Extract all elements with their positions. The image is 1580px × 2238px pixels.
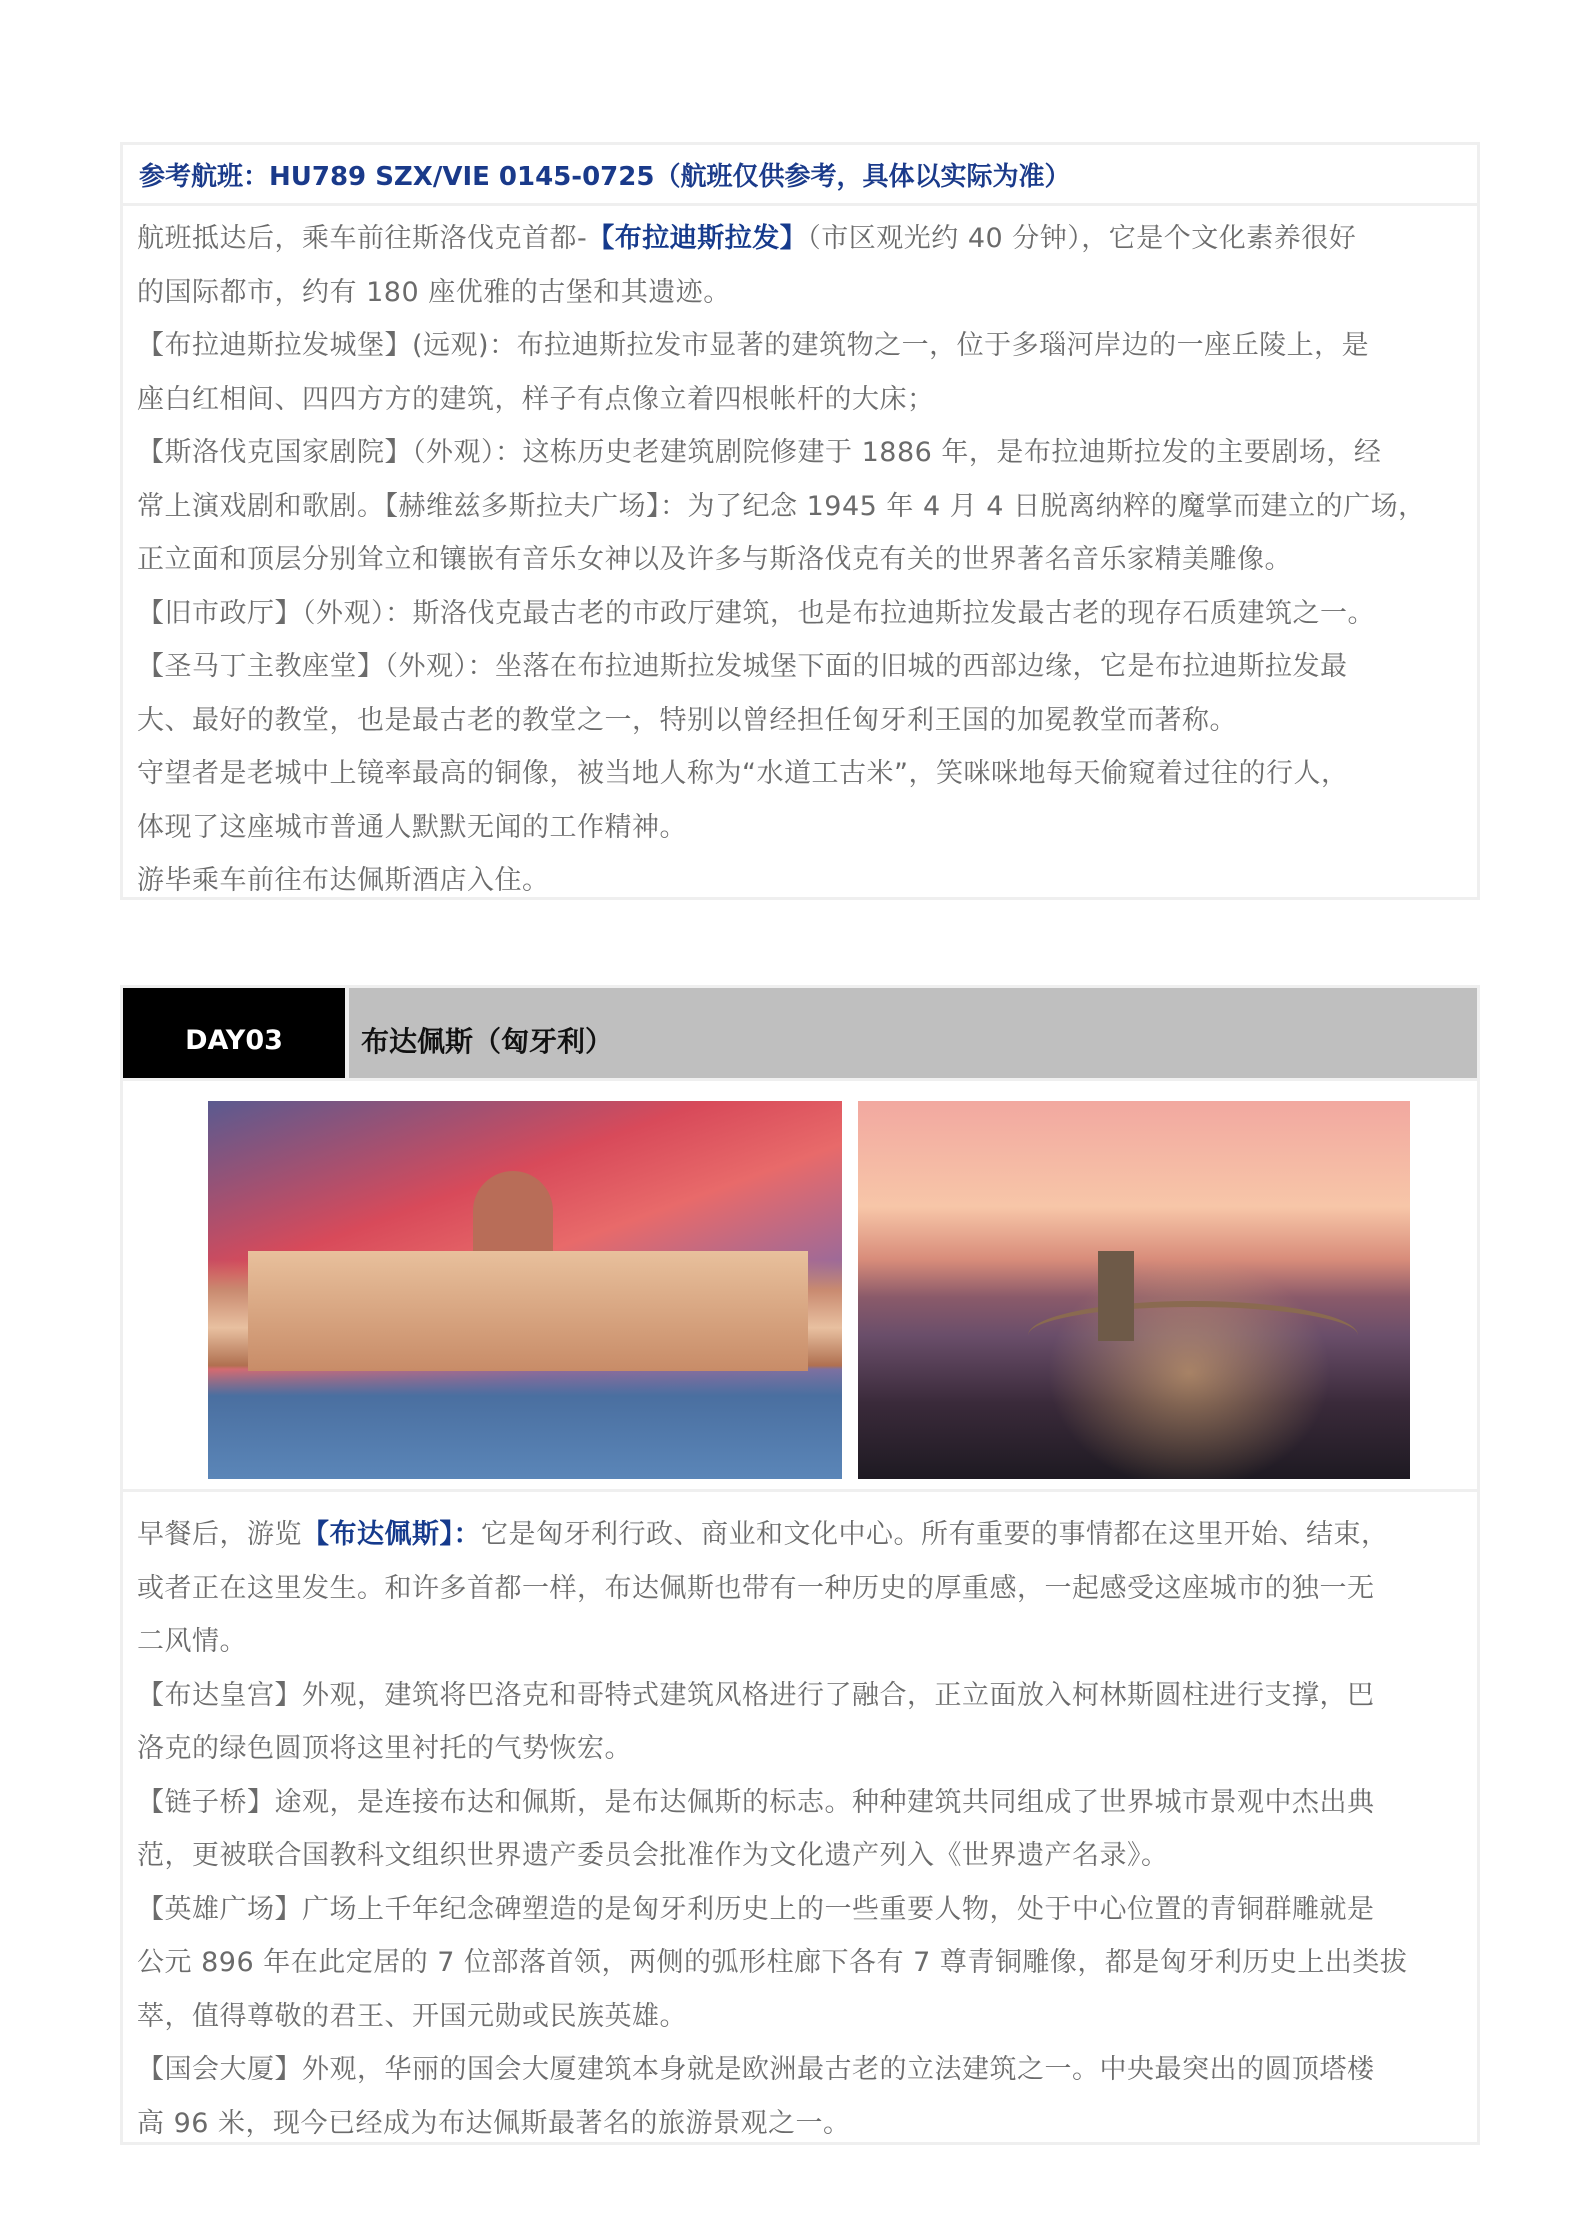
bridge-shape <box>1028 1301 1358 1387</box>
text-segment: 航班抵达后，乘车前往斯洛伐克首都- <box>137 223 588 254</box>
text-line: 公元 896 年在此定居的 7 位部落首领，两侧的弧形柱廊下各有 7 尊青铜雕像，都是匈牙利历史上出类拔 <box>137 1947 1408 1978</box>
text-line: 体现了这座城市普通人默默无闻的工作精神。 <box>137 811 687 843</box>
text-segment: （市区观光约 40 分钟），它是个文化素养很好 <box>807 223 1357 254</box>
text-segment: 早餐后，游览 <box>137 1519 302 1550</box>
text-line: 【链子桥】途观，是连接布达和佩斯，是布达佩斯的标志。种种建筑共同组成了世界城市景观中杰出典 <box>137 1786 1375 1818</box>
flight-section-body <box>123 206 1477 908</box>
day-body <box>123 1492 1477 2150</box>
text-segment: 它是匈牙利行政、商业和文化中心。所有重要的事情都在这里开始、结束， <box>481 1519 1389 1550</box>
text-line: 游毕乘车前往布达佩斯酒店入住。 <box>137 865 550 896</box>
text-line: 洛克的绿色圆顶将这里衬托的气势恢宏。 <box>137 1733 632 1764</box>
building-shape <box>248 1251 808 1371</box>
text-line: 座白红相间、四四方方的建筑，样子有点像立着四根帐杆的大床； <box>137 383 935 415</box>
text-line: 【斯洛伐克国家剧院】（外观）：这栋历史老建筑剧院修建于 1886 年，是布拉迪斯拉发的主要剧场，经 <box>137 437 1382 468</box>
chain-bridge-photo <box>858 1101 1410 1479</box>
bridge-tower-shape <box>1098 1251 1134 1341</box>
text-line: 大、最好的教堂，也是最古老的教堂之一，特别以曾经担任匈牙利王国的加冕教堂而著称。 <box>137 704 1237 736</box>
text-line: 的国际都市，约有 180 座优雅的古堡和其遗迹。 <box>137 276 731 308</box>
text-line: 【国会大厦】外观，华丽的国会大厦建筑本身就是欧洲最古老的立法建筑之一。中央最突出的圆顶塔楼 <box>137 2054 1375 2085</box>
text-line: 萃，值得尊敬的君王、开国元勋或民族英雄。 <box>137 2000 687 2032</box>
photo-row <box>123 1081 1477 1492</box>
itinerary-flight-section <box>120 142 1480 900</box>
text-line: 正立面和顶层分别耸立和镶嵌有音乐女神以及许多与斯洛伐克有关的世界著名音乐家精美雕像。 <box>137 544 1292 575</box>
text-line <box>137 1508 1463 1562</box>
flight-info: 参考航班：HU789 SZX/VIE 0145-0725（航班仅供参考，具体以实际为准） <box>123 145 1477 206</box>
text-line: 【布达皇宫】外观，建筑将巴洛克和哥特式建筑风格进行了融合，正立面放入柯林斯圆柱进行支撑，巴 <box>137 1679 1375 1711</box>
text-line: 二风情。 <box>137 1626 247 1657</box>
highlight-bratislava: 【布拉迪斯拉发】 <box>587 223 808 254</box>
text-line: 守望者是老城中上镜率最高的铜像，被当地人称为“水道工古米”，笑咪咪地每天偷窥着过往的行人， <box>137 758 1349 789</box>
day-header <box>123 988 1477 1081</box>
text-line <box>137 212 1463 266</box>
day-title: 布达佩斯（匈牙利） <box>349 988 1477 1078</box>
dome-shape <box>473 1171 553 1251</box>
text-line: 【布拉迪斯拉发城堡】(远观)：布拉迪斯拉发市显著的建筑物之一，位于多瑙河岸边的一座丘陵上，是 <box>137 330 1370 361</box>
day-label: DAY03 <box>123 988 345 1078</box>
text-line: 【圣马丁主教座堂】（外观）：坐落在布拉迪斯拉发城堡下面的旧城的西部边缘，它是布拉迪斯拉发最 <box>137 651 1348 682</box>
text-line: 常上演戏剧和歌剧。【赫维兹多斯拉夫广场】：为了纪念 1945 年 4 月 4 日脱离纳粹的魔掌而建立的广场， <box>137 490 1426 522</box>
day-section <box>120 985 1480 2145</box>
text-line: 范，更被联合国教科文组织世界遗产委员会批准作为文化遗产列入《世界遗产名录》。 <box>137 1840 1169 1871</box>
highlight-budapest: 【布达佩斯】： <box>302 1519 481 1550</box>
text-line: 【旧市政厅】（外观）：斯洛伐克最古老的市政厅建筑，也是布拉迪斯拉发最古老的现存石质建筑之一。 <box>137 597 1375 629</box>
text-line: 【英雄广场】广场上千年纪念碑塑造的是匈牙利历史上的一些重要人物，处于中心位置的青铜群雕就是 <box>137 1893 1375 1925</box>
parliament-photo <box>208 1101 842 1479</box>
text-line: 高 96 米，现今已经成为布达佩斯最著名的旅游景观之一。 <box>137 2107 851 2139</box>
text-line: 或者正在这里发生。和许多首都一样，布达佩斯也带有一种历史的厚重感，一起感受这座城市的独一无 <box>137 1572 1375 1604</box>
